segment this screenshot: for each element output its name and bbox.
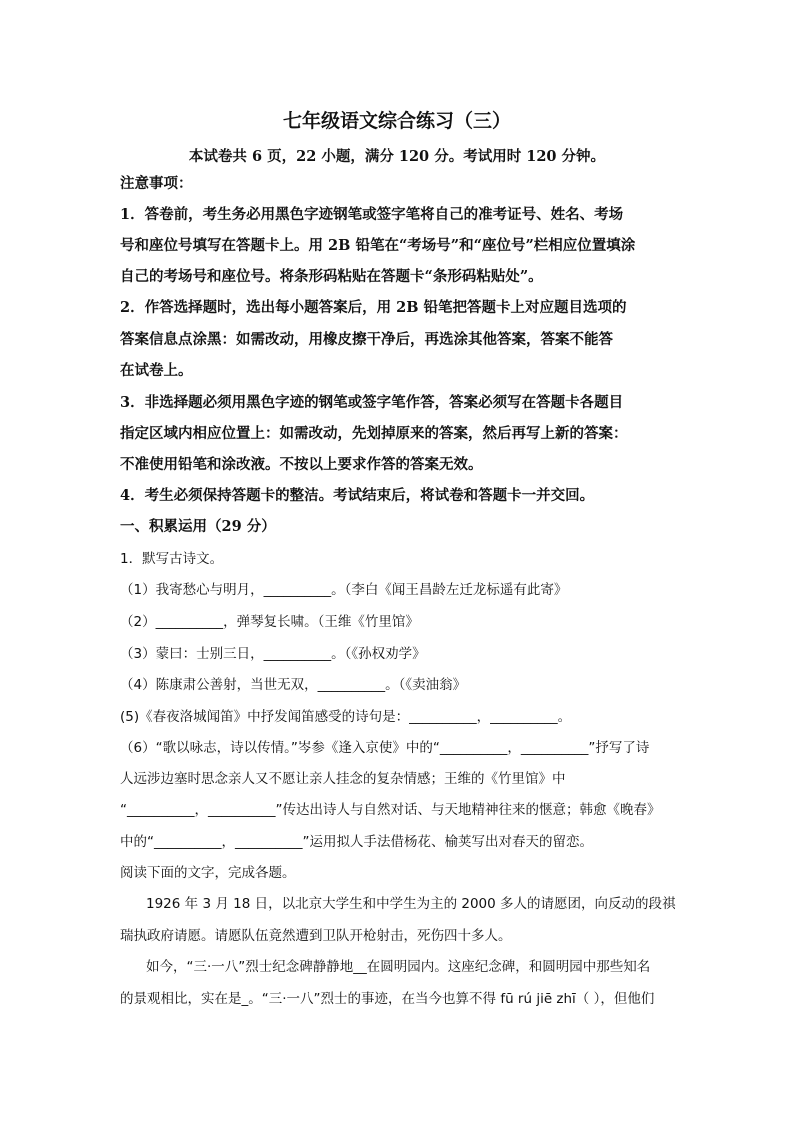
question-line: “__________，__________”传达出诗人与自然对话、与天地精神往来的惬意；韩愈《晚春》 xyxy=(120,802,661,818)
notice-line: 4．考生必须保持答题卡的整洁。考试结束后，将试卷和答题卡一并交回。 xyxy=(120,487,595,504)
notice-line: 1．答卷前，考生务必用黑色字迹钢笔或签字笔将自己的准考证号、姓名、考场 xyxy=(120,206,624,223)
notice-heading: 注意事项： xyxy=(120,175,193,192)
reading-paragraph-line: 瑞执政府请愿。请愿队伍竟然遭到卫队开枪射击，死伤四十多人。 xyxy=(120,928,512,944)
question-line: （3）蒙曰：士别三日，__________。（《孙权劝学》 xyxy=(120,646,426,662)
notice-line: 在试卷上。 xyxy=(120,362,193,379)
question-stem: 1．默写古诗文。 xyxy=(120,551,224,567)
question-line: （4）陈康肃公善射，当世无双，__________。（《卖油翁》 xyxy=(120,677,467,693)
exam-info: 本试卷共 6 页，22 小题，满分 120 分。考试用时 120 分钟。 xyxy=(188,148,606,165)
notice-line: 指定区域内相应位置上：如需改动，先划掉原来的答案，然后再写上新的答案： xyxy=(120,425,628,442)
page-title: 七年级语文综合练习（三） xyxy=(282,110,511,132)
reading-instruction: 阅读下面的文字，完成各题。 xyxy=(120,865,296,881)
question-line: 中的“__________，__________”运用拟人手法借杨花、榆荚写出对春天的留恋。 xyxy=(120,834,593,850)
notice-line: 2．作答选择题时，选出每小题答案后，用 2B 铅笔把答题卡上对应题目选项的 xyxy=(120,299,627,316)
notice-line: 自己的考场号和座位号。将条形码粘贴在答题卡“条形码粘贴处”。 xyxy=(120,268,543,285)
question-line: 人远涉边塞时思念亲人又不愿让亲人挂念的复杂情感；王维的《竹里馆》中 xyxy=(120,771,566,787)
notice-line: 3．非选择题必须用黑色字迹的钢笔或签字笔作答，答案必须写在答题卡各题目 xyxy=(120,394,624,411)
question-line: （6）“歌以咏志，诗以传情。”岑参《逢入京使》中的“__________，__________”抒写了诗 xyxy=(120,740,650,756)
notice-line: 号和座位号填写在答题卡上。用 2B 铅笔在“考场号”和“座位号”栏相应位置填涂 xyxy=(120,237,636,254)
notice-line: 答案信息点涂黑：如需改动，用橡皮擦干净后，再选涂其他答案，答案不能答 xyxy=(120,331,613,348)
question-line: （2）__________，弹琴复长啸。（王维《竹里馆》 xyxy=(120,614,419,630)
reading-paragraph-line: 的景观相比，实在是_。“三·一八”烈士的事迹，在当今也算不得 fū rú jiē zhī（ ），但他们 xyxy=(120,991,655,1007)
question-line: （1）我寄愁心与明月，__________。（李白《闻王昌龄左迁龙标遥有此寄》 xyxy=(120,582,568,598)
reading-paragraph-line: 1926 年 3 月 18 日，以北京大学生和中学生为主的 2000 多人的请愿团，向反动的段祺 xyxy=(146,896,676,912)
reading-paragraph-line: 如今，“三·一八”烈士纪念碑静静地__在圆明园内。这座纪念碑，和圆明园中那些知名 xyxy=(146,959,651,975)
question-line: (5)《春夜洛城闻笛》中抒发闻笛感受的诗句是：__________，__________。 xyxy=(120,709,572,725)
section-heading: 一、积累运用（29 分） xyxy=(120,518,276,535)
notice-line: 不准使用铅笔和涂改液。不按以上要求作答的答案无效。 xyxy=(120,456,483,473)
